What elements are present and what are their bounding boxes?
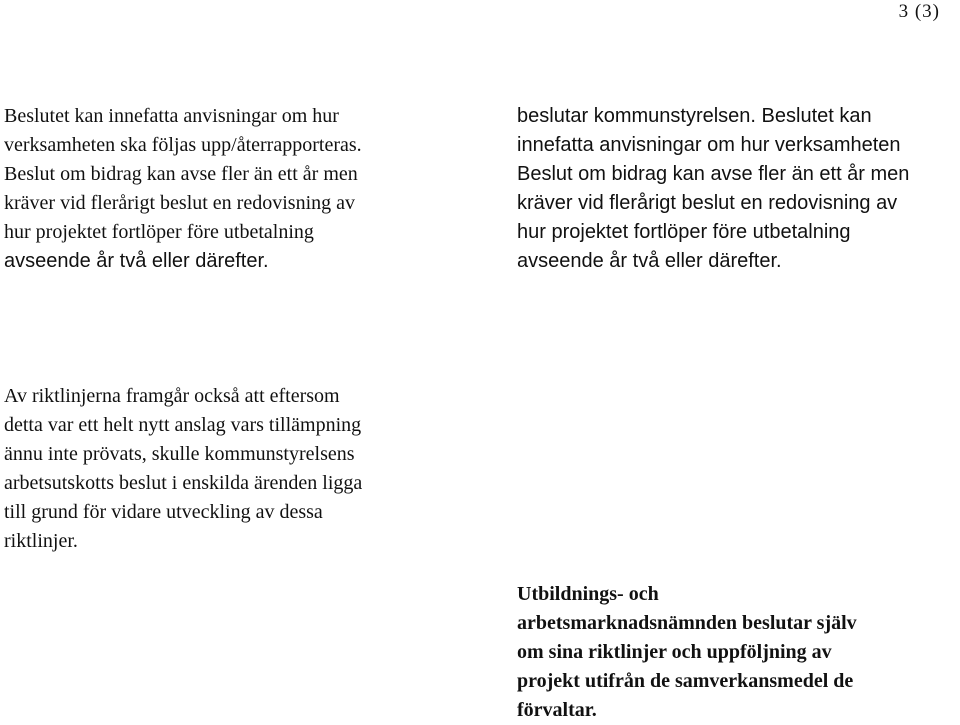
- text-line: projekt utifrån de samverkansmedel de: [517, 670, 854, 692]
- text-line: detta var ett helt nytt anslag vars tillämpning: [4, 414, 362, 436]
- paragraph-left-top: [4, 102, 464, 276]
- text-line: Beslut om bidrag kan avse fler än ett år men: [517, 163, 910, 185]
- text-line: kräver vid flerårigt beslut en redovisning av: [517, 192, 898, 214]
- text-line: hur projektet fortlöper före utbetalning: [4, 221, 314, 243]
- page-number: 3 (3): [898, 1, 940, 22]
- text-line: kräver vid flerårigt beslut en redovisning av: [4, 192, 355, 214]
- text-line: innefatta anvisningar om hur verksamheten: [517, 134, 901, 156]
- text-line: till grund för vidare utveckling av dessa: [4, 501, 323, 523]
- text-line: hur projektet fortlöper före utbetalning: [517, 221, 851, 243]
- paragraph-right-bottom-bold: [517, 580, 957, 725]
- text-line: arbetsutskotts beslut i enskilda ärenden ligga: [4, 472, 363, 494]
- paragraph-left-bottom: [4, 382, 464, 556]
- text-line: om sina riktlinjer och uppföljning av: [517, 641, 832, 663]
- text-line: Beslutet kan innefatta anvisningar om hur: [4, 105, 339, 127]
- text-line: Utbildnings- och: [517, 583, 659, 605]
- text-line: beslutar kommunstyrelsen. Beslutet kan: [517, 105, 872, 127]
- text-line: förvaltar.: [517, 699, 597, 721]
- text-line: avseende år två eller därefter.: [517, 250, 782, 272]
- text-line: Beslut om bidrag kan avse fler än ett år men: [4, 163, 358, 185]
- paragraph-right-top: [517, 102, 957, 276]
- text-line: arbetsmarknadsnämnden beslutar själv: [517, 612, 857, 634]
- text-line: Av riktlinjerna framgår också att eftersom: [4, 385, 340, 407]
- text-line: avseende år två eller därefter.: [4, 250, 269, 272]
- text-line: riktlinjer.: [4, 530, 78, 552]
- text-line: ännu inte prövats, skulle kommunstyrelsens: [4, 443, 355, 465]
- text-line: verksamheten ska följas upp/återrapporteras.: [4, 134, 362, 156]
